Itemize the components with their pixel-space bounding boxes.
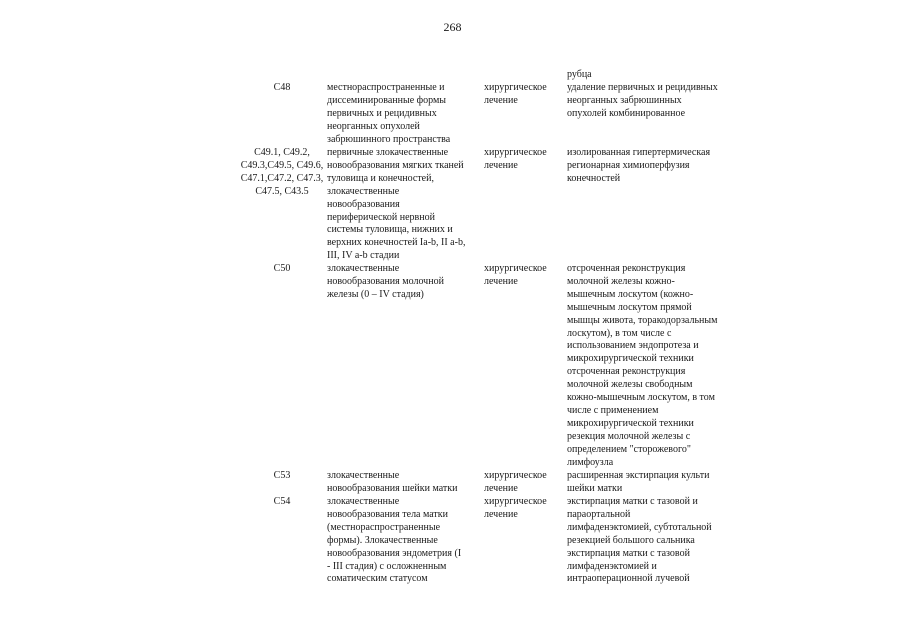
treatment-method: изолированная гипертермическая регионарная химиоперфузия конечностей <box>567 147 711 184</box>
treatment-type: хирургическое лечение <box>484 147 547 171</box>
diagnosis-text: злокачественные новообразования тела матки (местнораспространенные формы). Злокачественные новообразования эндометрия (I - III стадия) с осложненным соматическим статусом <box>327 496 462 585</box>
page-number: 268 <box>443 20 462 34</box>
icd-code: С54 <box>273 496 291 507</box>
icd-code: С48 <box>273 82 291 93</box>
treatment-type: хирургическое лечение <box>484 263 547 287</box>
diagnosis-text: местнораспространенные и диссеминированные формы первичных и рецидивных неорганных опухолей забрюшинного пространства <box>327 82 451 145</box>
diagnosis-text: злокачественные новообразования шейки матки <box>327 470 458 494</box>
icd-code: С53 <box>273 470 291 481</box>
icd-code: С49.1, С49.2, С49.3,С49.5, С49.6, С47.1,С47.2, С47.3, С47.5, С43.5 <box>240 147 324 197</box>
icd-code: С50 <box>273 263 291 274</box>
treatment-method: отсроченная реконструкция молочной железы кожно- мышечным лоскутом (кожно- мышечным лоскутом прямой мышцы живота, торакодорзальным лоскутом), в том числе с использованием эндопротеза и микрохирургической техники отсроченная реконструкция молочной железы свободным кожно-мышечным лоскутом, в том числе с применением микрохирургической техники резекция молочной железы с определением "сторожевого" лимфоузла <box>567 263 718 468</box>
carryover-text: рубца <box>567 69 592 80</box>
treatment-method: удаление первичных и рецидивных неорганных забрюшинных опухолей комбинированное <box>567 82 718 119</box>
diagnosis-text: первичные злокачественные новообразования мягких тканей туловища и конечностей, злокачественные новообразования периферической нервной системы туловища, нижних и верхних конечностей Ia-b, II a-b, III, IV a-b стадии <box>327 147 466 262</box>
treatment-type: хирургическое лечение <box>484 496 547 520</box>
treatment-method: расширенная экстирпация культи шейки матки <box>567 470 710 494</box>
treatment-type: хирургическое лечение <box>484 82 547 106</box>
treatment-type: хирургическое лечение <box>484 470 547 494</box>
treatment-method: экстирпация матки с тазовой и параортальной лимфаденэктомией, субтотальной резекцией большого сальника экстирпация матки с тазовой лимфаденэктомией и интраоперационной лучевой <box>567 496 712 585</box>
diagnosis-text: злокачественные новообразования молочной железы (0 – IV стадия) <box>327 263 444 300</box>
